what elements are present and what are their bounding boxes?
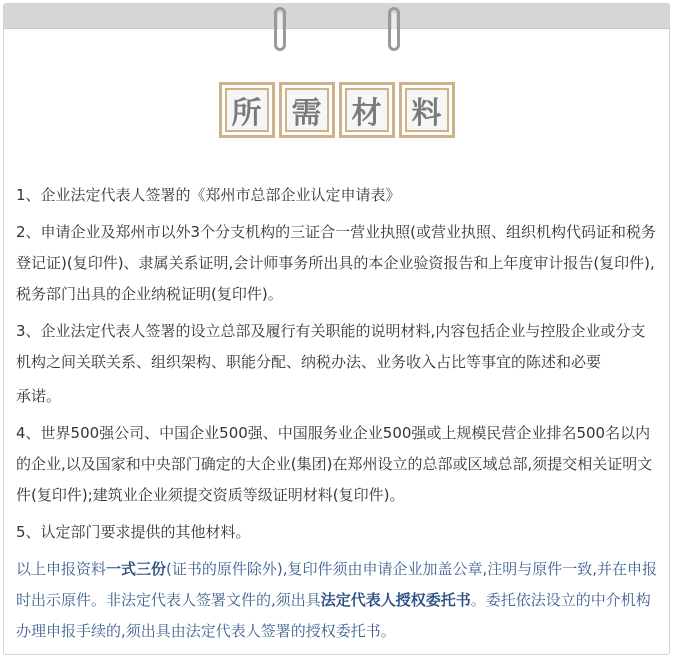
list-item: 3、企业法定代表人签署的设立总部及履行有关职能的说明材料,内容包括企业与控股企业或分支机构之间关联关系、组织架构、职能分配、纳税办法、业务收入占比等事宜的陈述和必要 xyxy=(16,322,646,371)
materials-list xyxy=(16,180,659,653)
binder-ring-icon xyxy=(388,7,400,51)
title-char: 所 xyxy=(225,88,269,132)
list-item: 1、企业法定代表人签署的《郑州市总部企业认定申请表》 xyxy=(16,186,401,204)
document-card xyxy=(3,3,670,655)
title-char: 料 xyxy=(405,88,449,132)
title-char-box xyxy=(219,82,275,138)
title-char: 需 xyxy=(285,88,329,132)
list-item: 2、申请企业及郑州市以外3个分支机构的三证合一营业执照(或营业执照、组织机构代码证和税务登记证)(复印件)、隶属关系证明,会计师事务所出具的本企业验资报告和上年度审计报告(复印件),税务部门出具的企业纳税证明(复印件)。 xyxy=(16,223,656,303)
submission-note xyxy=(16,554,659,647)
note-text: 。委托依法设立的中介机构办理申报手续的,须出具由法定代表人签署的授权委托书。 xyxy=(16,591,651,640)
binder-ring-icon xyxy=(274,7,286,51)
binder-top-bar xyxy=(4,4,669,29)
list-item: 承诺。 xyxy=(16,387,62,405)
list-item: 4、世界500强公司、中国企业500强、中国服务业企业500强或上规模民营企业排名500名以内的企业,以及国家和中央部门确定的大企业(集团)在郑州设立的总部或区域总部,须提交相关证明文件(复印件);建筑业企业须提交资质等级证明材料(复印件)。 xyxy=(16,424,653,504)
note-text: 以上申报资料 xyxy=(16,560,107,578)
title-char-box xyxy=(399,82,455,138)
note-text: (证书的原件除外),复印件须由申请企业加盖公章,注明与原件一致,并在申报时出示原件。非法定代表人签署文件的,须出具 xyxy=(16,560,658,609)
list-item: 5、认定部门要求提供的其他材料。 xyxy=(16,523,251,541)
note-emphasis: 一式三份 xyxy=(106,560,167,578)
note-emphasis: 法定代表人授权委托书 xyxy=(320,591,471,609)
title-char-box xyxy=(339,82,395,138)
title-char: 材 xyxy=(345,88,389,132)
page-title xyxy=(4,82,669,138)
title-char-box xyxy=(279,82,335,138)
